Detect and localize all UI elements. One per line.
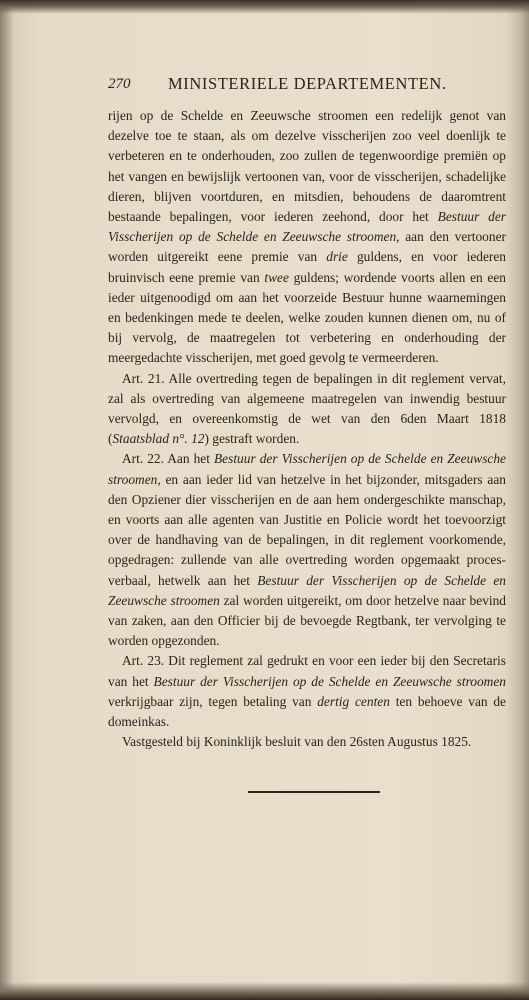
page-header xyxy=(108,74,506,100)
text-run: Art. 21. Alle overtreding tegen de bepalingen in dit reglement vervat, zal als overtreding van algemeene maatregelen van inwendig bestuur vervolgd, en overeenkomstig de wet van den 6den Maart 1818 ( xyxy=(108,370,506,447)
text-run: verkrijgbaar zijn, tegen betaling van xyxy=(108,693,318,709)
text-run: , aan den vertooner worden uitgereikt eene premie van xyxy=(108,229,506,265)
scan-edge-top xyxy=(0,0,529,14)
text-run: Art. 22. Aan het xyxy=(122,451,214,467)
closing-rule xyxy=(248,791,380,793)
text-run: zal worden uitgereikt, om door hetzelve naar bevind van zaken, aan den Officier bij de bevoegde Regtbank, ter vervolging te worden opgezonden. xyxy=(108,592,506,649)
italic-text: Staatsblad n°. 12 xyxy=(112,431,205,447)
text-run: rijen op de Schelde en Zeeuwsche stroomen een redelijk genot van dezelve toe te staan, als om dezelve visscherijen zoo veel doenlijk te verbeteren en te onderhouden, zoo zullen de tegenwoordige premiën op het vangen en bewijslijk vertoonen van, voor de visscherijen, schadelijke dieren, blijven voortduren, en mitsdien, behoudens de daaromtrent bestaande bepalingen, voor iederen zeehond, door het xyxy=(108,108,506,225)
running-title: MINISTERIELE DEPARTEMENTEN. xyxy=(168,74,447,93)
paragraph xyxy=(108,449,506,651)
text-run: , en aan ieder lid van hetzelve in het bijzonder, mitsgaders aan den Opziener dier visscherijen en de aan hem ondergeschikte manschap, en voorts aan alle agenten van Justitie en Policie wordt het toevoorzigt over de handhaving van de bepalingen, in dit reglement voorkomende, opgedragen: zullende van alle overtreding worden opgemaakt proces-verbaal, hetwelk aan het xyxy=(108,471,506,588)
italic-text: drie xyxy=(326,249,348,265)
page-number: 270 xyxy=(108,76,131,92)
paragraph xyxy=(108,106,506,369)
scan-edge-bottom xyxy=(0,982,529,1000)
italic-text: Bestuur der Visscherijen op de Schelde en Zeeuwsche stroomen xyxy=(108,209,506,245)
italic-text: dertig centen xyxy=(317,693,390,709)
text-run: Vastgesteld bij Koninklijk besluit van den 26sten Augustus 1825. xyxy=(122,734,472,750)
italic-text: Bestuur der Visscherijen op de Schelde en Zeeuwsche stroomen xyxy=(153,673,506,689)
text-run: Art. 23. Dit reglement zal gedrukt en voor een ieder bij den Secretaris van het xyxy=(108,653,506,689)
text-run: guldens, en voor iederen bruinvisch eene premie van xyxy=(108,249,507,285)
paragraph xyxy=(108,651,506,732)
italic-text: twee xyxy=(264,269,289,285)
text-run: ) gestraft worden. xyxy=(204,431,300,447)
paragraph xyxy=(108,732,506,752)
text-run: guldens; wordende voorts allen en een ieder uitgenoodigd om aan het voorzeide Bestuur hunne waarnemingen en bedenkingen mede te deelen, welke zouden kunnen dienen om, nu of bij vervolg, de maatregelen tot verbetering en onderhouding der meergedachte visscherijen, met goed gevolg te vermeerderen. xyxy=(108,269,506,366)
paragraph xyxy=(108,369,506,450)
body-text xyxy=(108,106,506,753)
printed-page xyxy=(108,74,506,753)
italic-text: Bestuur der Visscherijen op de Schelde en Zeeuwsche stroomen xyxy=(108,451,506,487)
italic-text: Bestuur der Visscherijen op de Schelde en Zeeuwsche stroomen xyxy=(108,572,506,608)
text-run: ten behoeve van de domeinkas. xyxy=(108,693,506,730)
